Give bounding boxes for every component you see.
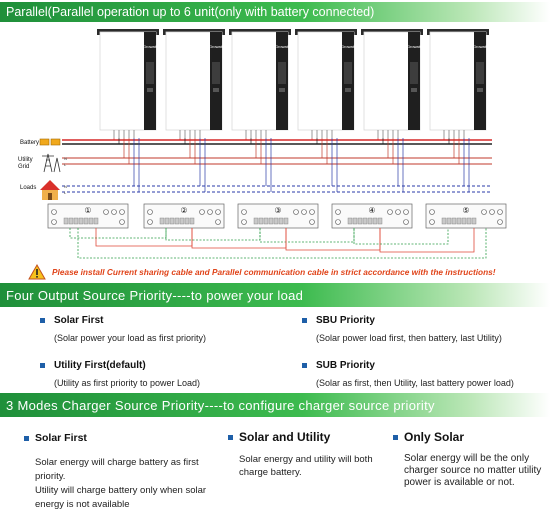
charger-mode-desc: Solar energy will be the only charger source no matter utility power is available or not.	[404, 453, 542, 488]
terminal-pin	[160, 218, 164, 224]
terminal-pin	[269, 218, 273, 224]
inverter-unit	[97, 29, 159, 138]
header-charger-text: 3 Modes Charger Source Priority----to configure charger source priority	[6, 397, 435, 413]
terminal-pin	[279, 218, 283, 224]
header-parallel-text: Parallel(Parallel operation up to 6 unit(only with battery connected)	[6, 5, 375, 19]
side-labels	[18, 139, 60, 200]
terminal-pin	[284, 218, 288, 224]
house-icon	[40, 180, 60, 200]
parallel-wiring-diagram	[0, 22, 550, 264]
priority-solar-first	[40, 315, 206, 344]
current-sharing-cables	[70, 228, 486, 258]
charger-mode-title: Solar and Utility	[239, 430, 331, 444]
terminal-pin	[373, 218, 377, 224]
terminal-unit-number: ③	[274, 206, 282, 215]
terminal-pin	[170, 218, 174, 224]
charger-mode-desc-secondary: Utility will charge battery only when solar energy is not available	[35, 485, 207, 510]
priority-sbu	[302, 315, 502, 344]
terminal-unit-number: ⑤	[462, 206, 470, 215]
inverter-unit	[295, 29, 357, 138]
terminal-pin	[180, 218, 184, 224]
inverter-display	[344, 62, 352, 84]
inverter-buttons	[411, 88, 417, 92]
terminal-pin	[368, 218, 372, 224]
wiring-group	[62, 138, 492, 195]
inverter-buttons	[477, 88, 483, 92]
priority-desc: (Solar as first, then Utility, last battery power load)	[316, 378, 514, 388]
parallel-communication-cable	[70, 228, 166, 238]
warning-note	[28, 264, 548, 280]
current-sharing-cable	[192, 228, 286, 248]
parallel-communication-cable	[166, 228, 260, 240]
terminal-pin	[442, 218, 446, 224]
header-output-priority	[0, 283, 550, 307]
terminal-unit-number: ②	[180, 206, 188, 215]
inverter-unit	[361, 29, 423, 138]
utility-label: Utility	[18, 157, 33, 163]
priority-title: SUB Priority	[316, 360, 375, 371]
inverter-buttons	[213, 88, 219, 92]
charger-mode-only-solar	[393, 430, 543, 489]
priority-title: SBU Priority	[316, 315, 375, 326]
inverter-unit	[163, 29, 225, 138]
terminal-pin	[190, 218, 194, 224]
terminal-strip-group	[48, 204, 506, 228]
bullet-square-icon	[40, 318, 45, 323]
terminal-pin	[358, 218, 362, 224]
terminal-pin	[462, 218, 466, 224]
terminal-pin	[175, 218, 179, 224]
terminal-strip	[48, 204, 128, 228]
terminal-pin	[472, 218, 476, 224]
priority-sub	[302, 360, 514, 389]
terminal-pin	[363, 218, 367, 224]
terminal-pin	[64, 218, 68, 224]
inverter-unit	[229, 29, 291, 138]
terminal-pin	[165, 218, 169, 224]
line-letter-label: N	[64, 156, 67, 161]
terminal-pin	[185, 218, 189, 224]
current-sharing-cable	[286, 228, 380, 250]
inverter-brand-label: Growatt	[472, 44, 488, 49]
charger-mode-solar-first	[24, 432, 210, 512]
terminal-pin	[69, 218, 73, 224]
line-letter-label: L	[64, 162, 67, 167]
terminal-pin	[353, 218, 357, 224]
inverter-display	[146, 62, 154, 84]
charger-mode-desc: Solar energy and utility will both charge battery.	[239, 454, 373, 478]
terminal-pin	[94, 218, 98, 224]
bullet-square-icon	[302, 318, 307, 323]
terminal-pin	[79, 218, 83, 224]
priority-title: Solar First	[54, 315, 104, 326]
parallel-communication-loop	[78, 228, 486, 258]
terminal-pin	[264, 218, 268, 224]
header-output-text: Four Output Source Priority----to power your load	[6, 287, 304, 303]
battery-label: Battery	[20, 140, 40, 146]
warning-triangle-icon	[28, 264, 46, 280]
header-parallel	[0, 2, 550, 22]
inverter-display	[278, 62, 286, 84]
bullet-square-icon	[40, 363, 45, 368]
inverter-display	[410, 62, 418, 84]
bullet-square-icon	[228, 435, 233, 440]
terminal-pin	[348, 218, 352, 224]
charger-mode-solar-and-utility	[228, 430, 378, 479]
terminal-pin	[89, 218, 93, 224]
parallel-communication-cable	[260, 228, 354, 242]
inverter-buttons	[147, 88, 153, 92]
terminal-pin	[84, 218, 88, 224]
terminal-pin	[274, 218, 278, 224]
terminal-strip	[238, 204, 318, 228]
grid-label: Grid	[18, 164, 30, 170]
inverter-unit	[427, 29, 489, 138]
line-letter-label: N	[64, 184, 67, 189]
terminal-pin	[74, 218, 78, 224]
inverter-buttons	[279, 88, 285, 92]
parallel-communication-cable	[354, 228, 448, 244]
priority-desc: (Solar power load first, then battery, last Utility)	[316, 333, 502, 343]
priority-desc: (Solar power your load as first priority)	[54, 333, 207, 343]
inverter-brand-label: Growatt	[406, 44, 422, 49]
terminal-pin	[378, 218, 382, 224]
current-sharing-cable	[96, 228, 192, 246]
terminal-pin	[254, 218, 258, 224]
inverter-display	[212, 62, 220, 84]
inverter-group	[97, 29, 489, 138]
bullet-square-icon	[24, 436, 29, 441]
inverter-buttons	[345, 88, 351, 92]
current-sharing-cable	[380, 228, 474, 252]
inverter-display	[476, 62, 484, 84]
bullet-square-icon	[393, 435, 398, 440]
inverter-brand-label: Growatt	[142, 44, 158, 49]
priority-desc: (Utility as first priority to power Load)	[54, 378, 201, 388]
charger-mode-desc: Solar energy will charge battery as first priority.	[35, 457, 199, 482]
warning-text: Please install Current sharing cable and Parallel communication cable in strict accordance with the instructions!	[52, 267, 496, 277]
terminal-strip	[332, 204, 412, 228]
inverter-brand-label: Growatt	[274, 44, 290, 49]
utility-tower-icon	[42, 154, 60, 172]
terminal-unit-number: ①	[84, 206, 92, 215]
terminal-strip	[144, 204, 224, 228]
terminal-pin	[457, 218, 461, 224]
terminal-unit-number: ④	[368, 206, 376, 215]
terminal-pin	[467, 218, 471, 224]
line-letter-label: L	[64, 190, 67, 195]
loads-label: Loads	[20, 185, 37, 191]
terminal-pin	[452, 218, 456, 224]
header-charger-priority	[0, 393, 550, 417]
terminal-strip	[426, 204, 506, 228]
terminal-pin	[447, 218, 451, 224]
priority-title: Utility First(default)	[54, 360, 146, 371]
battery-icon	[40, 139, 60, 145]
priority-utility-first	[40, 360, 200, 389]
charger-mode-title: Only Solar	[404, 430, 465, 444]
terminal-pin	[259, 218, 263, 224]
inverter-brand-label: Growatt	[208, 44, 224, 49]
inverter-brand-label: Growatt	[340, 44, 356, 49]
bullet-square-icon	[302, 363, 307, 368]
charger-mode-title: Solar First	[35, 432, 87, 444]
